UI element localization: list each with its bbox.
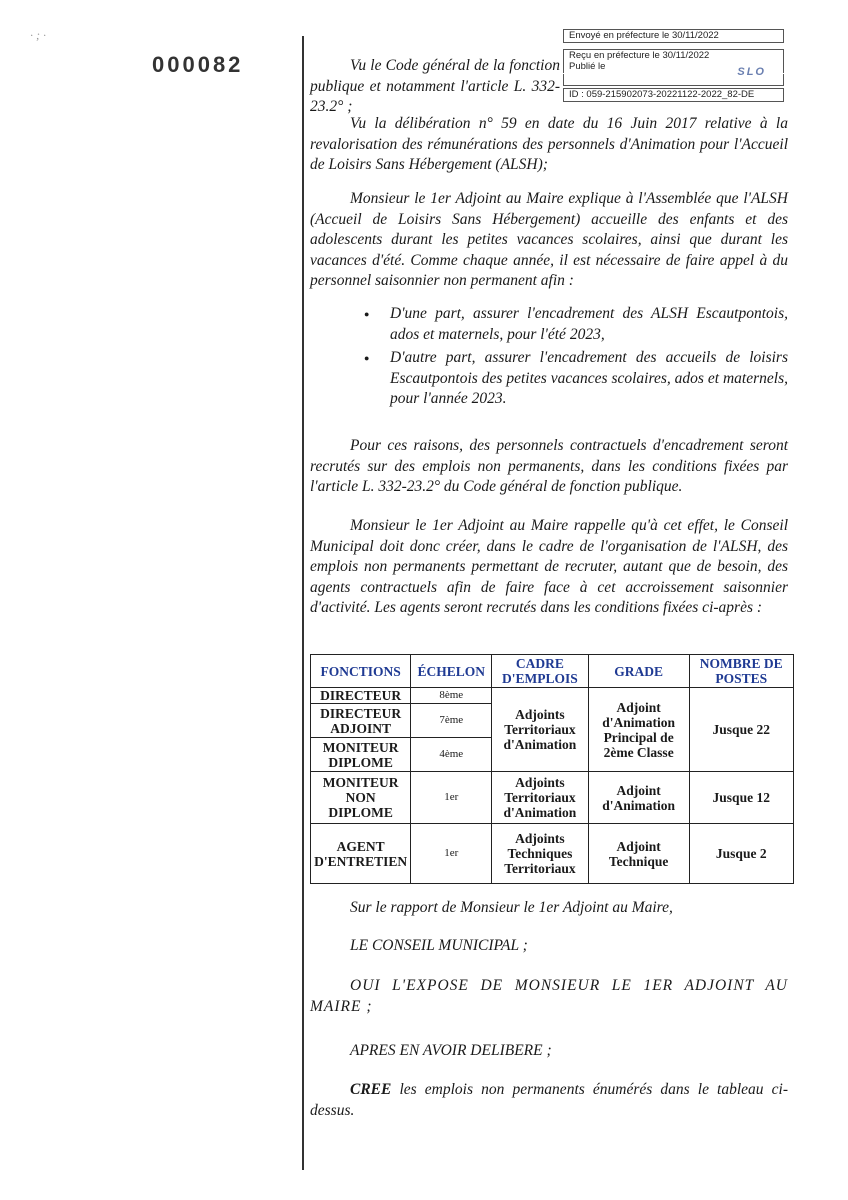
cell-postes: Jusque 12 [689, 772, 794, 824]
paragraph-deliberation: Vu la délibération n° 59 en date du 16 Juin 2017 relative à la revalorisation des rémunérations des personnels d'Animation pour l'Accueil de Loisirs Sans Hébergement (ALSH); [310, 115, 788, 173]
table-row [311, 688, 794, 704]
paragraph-decision [310, 1080, 788, 1121]
cell-cadre: Adjoints Techniques Territoriaux [492, 824, 589, 884]
slo-logo: SLO [737, 66, 766, 78]
cell-fonction: MONITEUR NON DIPLOME [311, 772, 411, 824]
cell-postes: Jusque 2 [689, 824, 794, 884]
decision-keyword: CREE [350, 1081, 392, 1098]
header-postes: NOMBRE DE POSTES [689, 655, 794, 688]
cell-echelon: 1er [411, 824, 492, 884]
stamp-published: Publié le [563, 61, 784, 73]
paragraph-deliberated: APRES EN AVOIR DELIBERE ; [350, 1042, 552, 1059]
paragraph-reminder: Monsieur le 1er Adjoint au Maire rappelle qu'à cet effet, le Conseil Municipal doit donc créer, dans le cadre de l'organisation de l'ALSH, des emplois non permanents permettant de recruter, autant que de besoin, des agents contractuels afin de faire face à cet accroissement saisonnier d'activité. Les agents seront recrutés dans les conditions fixées ci-après : [310, 517, 788, 616]
header-cadre: CADRE D'EMPLOIS [492, 655, 589, 688]
cell-cadre: Adjoints Territoriaux d'Animation [492, 772, 589, 824]
handwritten-mark: · ; · [30, 28, 46, 42]
document-number: 000082 [152, 52, 244, 77]
cell-fonction: DIRECTEUR ADJOINT [311, 704, 411, 738]
paragraph-report: Sur le rapport de Monsieur le 1er Adjoint au Maire, [350, 899, 673, 916]
cell-postes: Jusque 22 [689, 688, 794, 772]
paragraph-explanation: Monsieur le 1er Adjoint au Maire explique à l'Assemblée que l'ALSH (Accueil de Loisirs Sans Hébergement) accueille des enfants et des adolescents durant les petites vacances scolaires, ainsi que durant les vacances d'été. Comme chaque année, il est nécessaire de faire appel à du personnel saisonnier non permanent afin : [310, 190, 788, 289]
cell-fonction: AGENT D'ENTRETIEN [311, 824, 411, 884]
cell-fonction: MONITEUR DIPLOME [311, 738, 411, 772]
stamp-sent: Envoyé en préfecture le 30/11/2022 [563, 29, 784, 43]
cell-fonction: DIRECTEUR [311, 688, 411, 704]
cell-echelon: 4ème [411, 738, 492, 772]
cell-echelon: 1er [411, 772, 492, 824]
table-header-row [311, 655, 794, 688]
posts-table [310, 654, 794, 884]
header-fonctions: FONCTIONS [311, 655, 411, 688]
list-item: ● D'autre part, assurer l'encadrement des accueils de loisirs Escautpontois des petites vacances scolaires, ados et maternels, pour l'année 2023. [358, 348, 788, 410]
stamp-id: ID : 059-215902073-20221122-2022_82-DE [563, 88, 784, 102]
paragraph-heard: OUI L'EXPOSE DE MONSIEUR LE 1ER ADJOINT AU MAIRE ; [310, 977, 788, 1015]
cell-echelon: 8ème [411, 688, 492, 704]
paragraph-reasons: Pour ces raisons, des personnels contractuels d'encadrement seront recrutés sur des emplois non permanents, dans les conditions fixées par l'article L. 332-23.2° du Code général de fonction publique. [310, 437, 788, 495]
table-row [311, 772, 794, 824]
paragraph-council: LE CONSEIL MUNICIPAL ; [350, 937, 528, 954]
cell-cadre: Adjoints Territoriaux d'Animation [492, 688, 589, 772]
prefecture-stamp [563, 26, 784, 102]
cell-grade: Adjoint d'Animation [588, 772, 689, 824]
header-echelon: ÉCHELON [411, 655, 492, 688]
paragraph-code-reference: Vu le Code général de la fonction publique et notamment l'article L. 332-23.2° ; [310, 57, 560, 115]
stamp-received: Reçu en préfecture le 30/11/2022 [563, 49, 784, 62]
decision-text: les emplois non permanents énumérés dans le tableau ci-dessus. [310, 1081, 788, 1119]
cell-grade: Adjoint Technique [588, 824, 689, 884]
margin-line [302, 36, 304, 1170]
cell-echelon: 7ème [411, 704, 492, 738]
objectives-list [358, 304, 788, 413]
list-item: ● D'une part, assurer l'encadrement des ALSH Escautpontois, ados et maternels, pour l'été 2023, [358, 304, 788, 345]
cell-grade: Adjoint d'Animation Principal de 2ème Classe [588, 688, 689, 772]
header-grade: GRADE [588, 655, 689, 688]
table-row [311, 824, 794, 884]
